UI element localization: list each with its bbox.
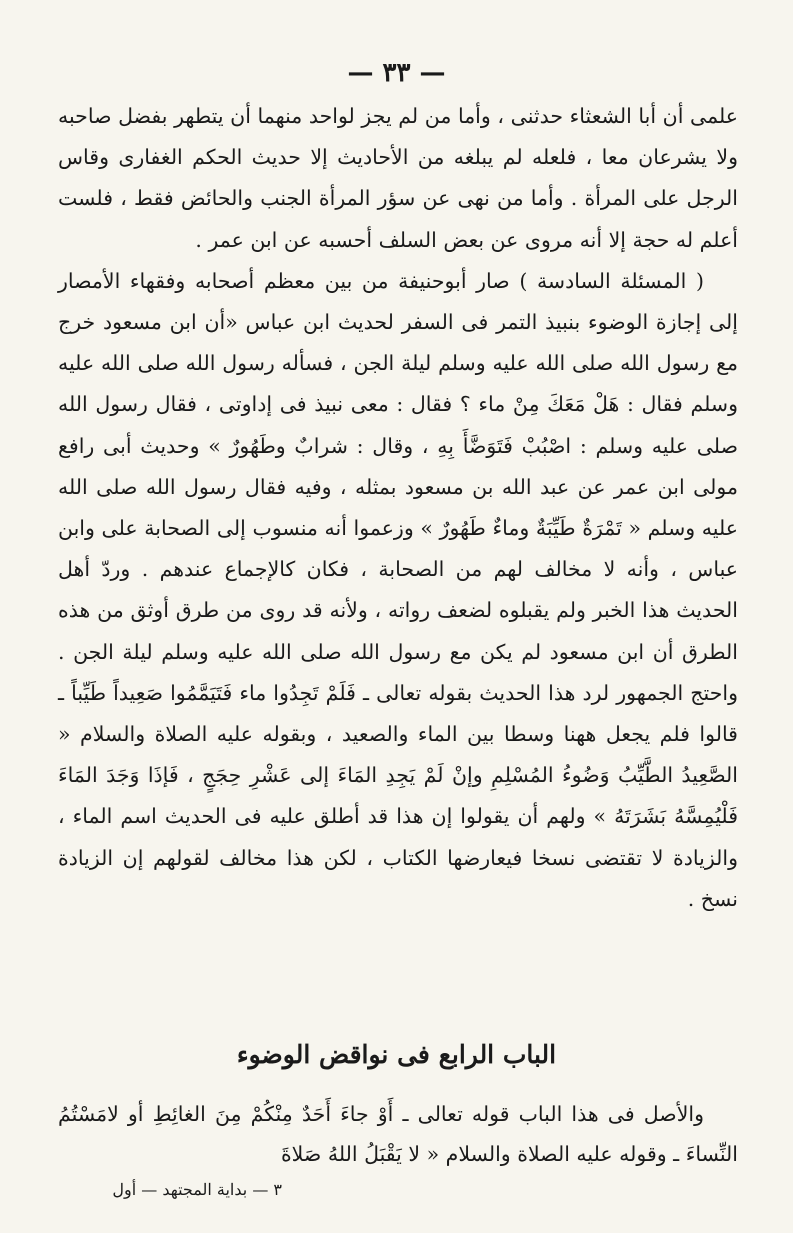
- chapter-heading: الباب الرابع فى نواقض الوضوء: [236, 1040, 557, 1069]
- chapter-opening-paragraph: والأصل فى هذا الباب قوله تعالى ـ أَوْ جاءَ أَحَدٌ مِنْكُمْ مِنَ الغائِطِ أو لامَسْتُمُ النِّساءَ ـ وقوله عليه الصلاة والسلام « لا يَقْبَلُ اللهُ صَلاةَ: [58, 1102, 738, 1166]
- paragraph-1: علمى أن أبا الشعثاء حدثنى ، وأما من لم يجز لواحد منهما أن يتطهر بفضل صاحبه ولا يشرعان معا ، فلعله لم يبلغه من الأحاديث إلا حديث الحكم الغفارى وقاس الرجل على المرأة . وأما من نهى عن سؤر المرأة الجنب والحائض فقط ، فلست أعلم له حجة إلا أنه مروى عن بعض السلف أحسبه عن ابن عمر .: [58, 104, 738, 252]
- paragraph-2: ( المسئلة السادسة ) صار أبوحنيفة من بين معظم أصحابه وفقهاء الأمصار إلى إجازة الوضوء بنبيذ التمر فى السفر لحديث ابن عباس «أن ابن مسعود خرج مع رسول الله صلى الله عليه وسلم ليلة الجن ، فسأله رسول الله صلى الله عليه وسلم فقال : هَلْ مَعَكَ مِنْ ماء ؟ فقال : معى نبيذ فى إداوتى ، فقال رسول الله صلى عليه وسلم : اصْبُبْ فَتَوَضَّأَ بِهِ ، وقال : شرابٌ وطَهُورٌ » وحديث أبى رافع مولى ابن عمر عن عبد الله بن مسعود بمثله ، وفيه فقال رسول الله صلى الله عليه وسلم « تَمْرَةٌ طَيِّبَةٌ وماءٌ طَهُورٌ » وزعموا أنه منسوب إلى الصحابة على وابن عباس ، وأنه لا مخالف لهم من الصحابة ، فكان كالإجماع عندهم . وردّ أهل الحديث هذا الخبر ولم يقبلوه لضعف رواته ، ولأنه قد روى من طرق أوثق من هذه الطرق أن ابن مسعود لم يكن مع رسول الله صلى الله عليه وسلم ليلة الجن . واحتج الجمهور لرد هذا الحديث بقوله تعالى ـ فَلَمْ تَجِدُوا ماء فَتَيَمَّمُوا صَعِيداً طَيِّباً ـ قالوا فلم يجعل ههنا وسطا بين الماء والصعيد ، وبقوله عليه الصلاة والسلام « الصَّعِيدُ الطَّيِّبُ وَضُوءُ المُسْلِمِ وإنْ لَمْ يَجِدِ المَاءَ إلى عَشْرِ حِجَجٍ ، فَإذَا وَجَدَ المَاءَ فَلْيُمِسَّهُ بَشَرَتَهُ » ولهم أن يقولوا إن هذا قد أطلق عليه فى الحديث اسم الماء ، والزيادة لا تقتضى نسخا فيعارضها الكتاب ، لكن هذا مخالف لقولهم إن الزيادة نسخ .: [58, 268, 738, 911]
- page-body-text: [58, 96, 738, 920]
- page-number: — ٣٣ —: [347, 58, 446, 88]
- footer-signature: ٣ — بداية المجتهد — أول: [112, 1180, 282, 1199]
